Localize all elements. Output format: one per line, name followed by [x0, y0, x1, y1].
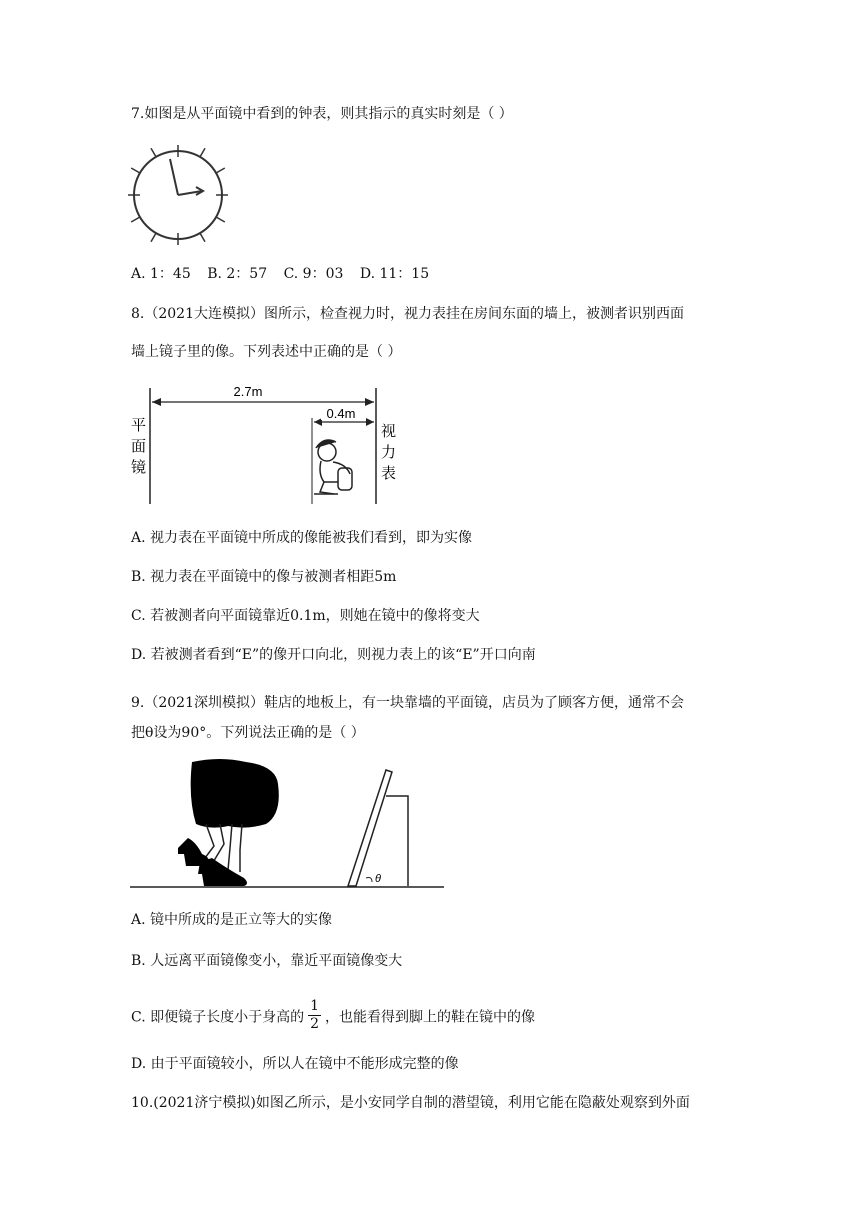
q9-option-c-pre: C. 即便镜子长度小于身高的 [131, 1009, 305, 1026]
q9-stem-line2: 把θ设为90°。下列说法正确的是（ ） [131, 725, 365, 741]
q7-options [131, 264, 441, 284]
q8-stem-line1: 8.（2021大连模拟）图所示，检查视力时，视力表挂在房间东面的墙上，被测者识别西面 [131, 306, 684, 322]
mirror-label-3: 镜 [131, 459, 147, 476]
q9-option-c-post: ，也能看得到脚上的鞋在镜中的像 [325, 1009, 536, 1026]
q7-option-d: D. 11：15 [359, 266, 430, 282]
q8-option-a: A. 视力表在平面镜中所成的像能被我们看到，即为实像 [131, 530, 473, 546]
fraction-denominator: 2 [310, 1016, 320, 1032]
chart-label-1: 视 [381, 423, 397, 440]
q7-option-a: A. 1：45 [131, 266, 191, 282]
q7-stem: 7.如图是从平面镜中看到的钟表，则其指示的真实时刻是（ ） [131, 106, 513, 122]
total-distance-label: 2.7m [233, 384, 263, 399]
q7-option-c: C. 9：03 [283, 266, 344, 282]
chart-label-3: 表 [381, 465, 397, 482]
mirror-label-1: 平 [131, 417, 147, 434]
q9-option-d: D. 由于平面镜较小，所以人在镜中不能形成完整的像 [131, 1056, 459, 1072]
mirror-clock-figure [128, 145, 228, 245]
q8-stem-line2: 墙上镜子里的像。下列表述中正确的是（ ） [131, 344, 402, 360]
mirror-shape [348, 770, 392, 886]
shoe-mirror-figure [128, 758, 446, 892]
fraction-numerator: 1 [310, 998, 320, 1014]
q8-option-d: D. 若被测者看到“E”的像开口向北，则视力表上的该“E”开口向南 [131, 647, 536, 663]
q7-option-b: B. 2：57 [207, 266, 268, 282]
theta-label: θ [375, 873, 381, 885]
skirt-shape [191, 759, 279, 828]
q9-option-a: A. 镜中所成的是正立等大的实像 [131, 912, 333, 928]
eye-chart-figure [128, 378, 418, 506]
q9-option-b: B. 人远离平面镜像变小，靠近平面镜像变大 [131, 953, 403, 969]
q8-option-b: B. 视力表在平面镜中的像与被测者相距5m [131, 569, 397, 585]
half-fraction [308, 998, 321, 1033]
q9-stem-line1: 9.（2021深圳模拟）鞋店的地板上，有一块靠墙的平面镜，店员为了顾客方便，通常不会 [131, 695, 684, 711]
q10-stem-line1: 10.(2021济宁模拟)如图乙所示，是小安同学自制的潜望镜，利用它能在隐蔽处观察到外面 [131, 1095, 690, 1111]
near-distance-label: 0.4m [326, 406, 356, 421]
chart-label-2: 力 [381, 444, 397, 461]
mirror-label-2: 面 [131, 438, 147, 455]
q9-option-c [131, 1000, 535, 1035]
q8-option-c: C. 若被测者向平面镜靠近0.1m，则她在镜中的像将变大 [131, 608, 480, 624]
seated-person-icon [314, 440, 352, 494]
